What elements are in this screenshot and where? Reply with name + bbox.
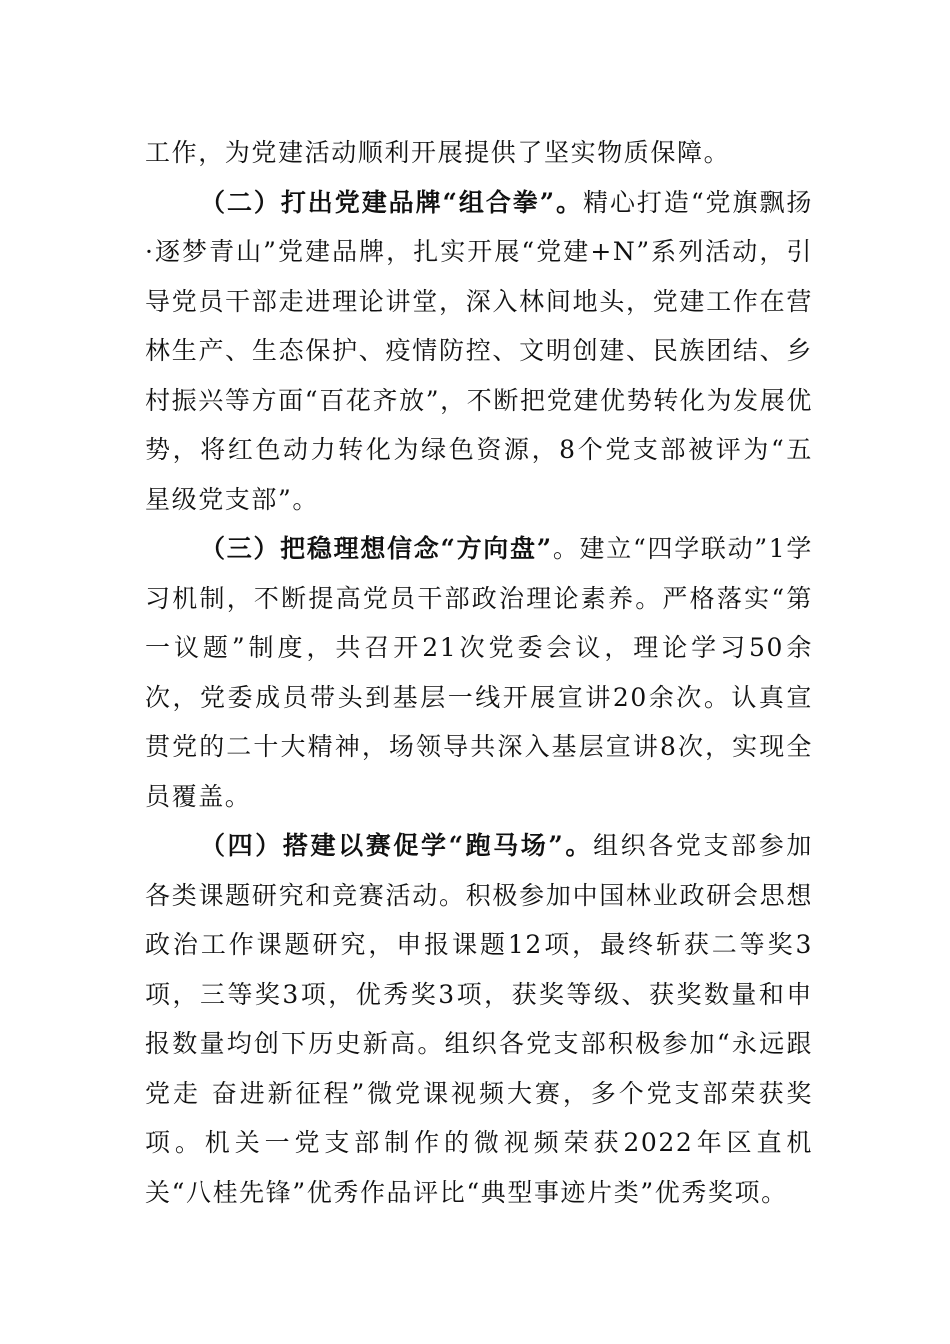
- paragraph-text: 组织各党支部参加各类课题研究和竞赛活动。积极参加中国林业政研会思想政治工作课题研究，申报课题12项，最终斩获二等奖3项，三等奖3项，优秀奖3项，获奖等级、获奖数量和申报数量均创下历史新高。组织各党支部积极参加“永远跟党走 奋进新征程”微党课视频大赛，多个党支部荣获奖项。机关一党支部制作的微视频荣获2022年区直机关“八桂先锋”优秀作品评比“典型事迹片类”优秀奖项。: [145, 831, 813, 1207]
- document-body: [145, 128, 813, 1217]
- paragraph-section-4: [145, 821, 813, 1217]
- paragraph-continuation: [145, 128, 813, 178]
- paragraph-section-3: [145, 524, 813, 821]
- section-heading: （四）搭建以赛促学“跑马场”。: [200, 831, 594, 860]
- paragraph-text: 。建立“四学联动”1学习机制，不断提高党员干部政治理论素养。严格落实“第一议题”制度，共召开21次党委会议，理论学习50余次，党委成员带头到基层一线开展宣讲20余次。认真宣贯党的二十大精神，场领导共深入基层宣讲8次，实现全员覆盖。: [145, 534, 813, 811]
- paragraph-text: 精心打造“党旗飘扬·逐梦青山”党建品牌，扎实开展“党建+N”系列活动，引导党员干部走进理论讲堂，深入林间地头，党建工作在营林生产、生态保护、疫情防控、文明创建、民族团结、乡村振兴等方面“百花齐放”，不断把党建优势转化为发展优势，将红色动力转化为绿色资源，8个党支部被评为“五星级党支部”。: [145, 187, 813, 514]
- paragraph-text: 工作，为党建活动顺利开展提供了坚实物质保障。: [145, 138, 731, 167]
- section-heading: （三）把稳理想信念“方向盘”: [200, 534, 553, 563]
- section-heading: （二）打出党建品牌“组合拳”。: [200, 187, 584, 217]
- paragraph-section-2: [145, 178, 813, 525]
